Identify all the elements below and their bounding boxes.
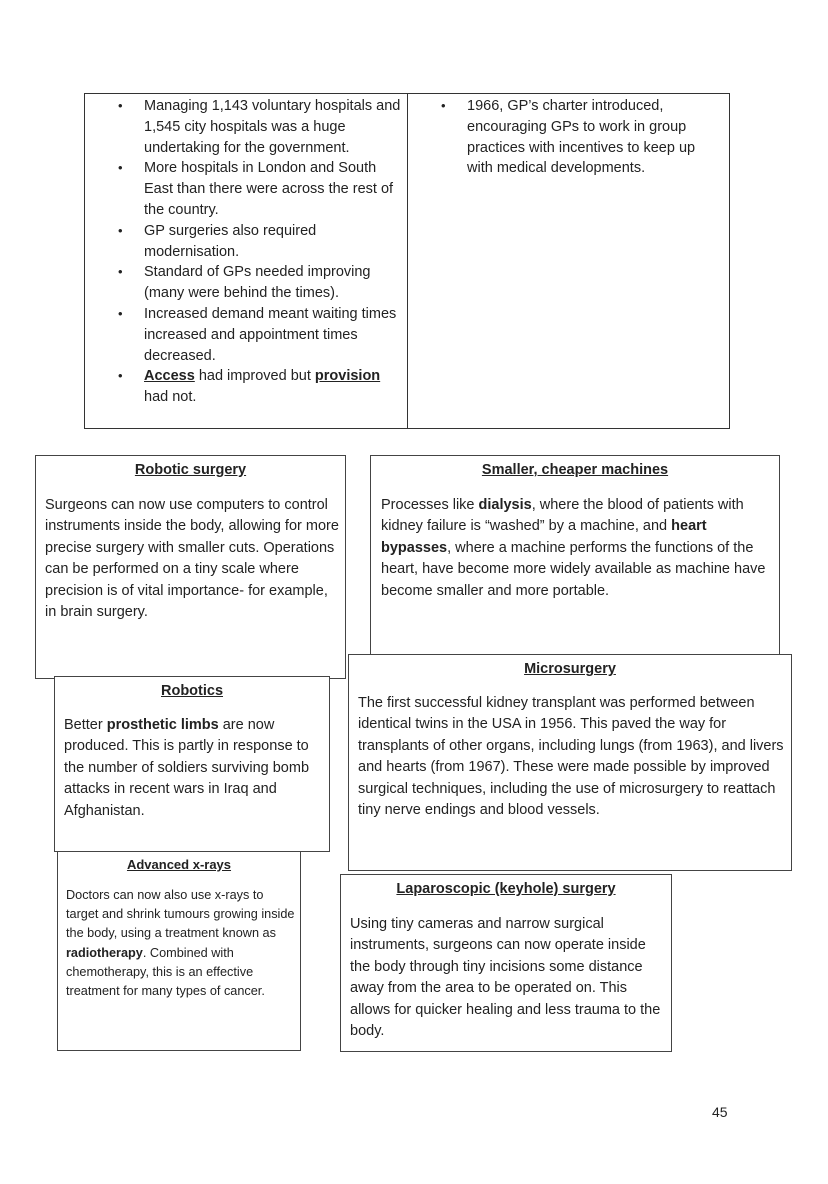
summary-table: [84, 93, 730, 429]
box-body: [64, 715, 326, 822]
list-item-text: had not.: [144, 389, 197, 406]
body-text: Better: [64, 717, 107, 733]
advanced-xrays-box: [57, 851, 301, 1051]
access-term: Access: [144, 368, 195, 385]
list-item: [144, 366, 401, 408]
body-text: Doctors can now also use x-rays to target and shrink tumours growing inside the body, using a treatment known as: [66, 888, 295, 941]
microsurgery-box: [348, 654, 792, 871]
table-cell-solutions: [408, 94, 729, 428]
prosthetic-limbs-term: prosthetic limbs: [106, 717, 219, 733]
list-item-text: had improved but: [194, 368, 315, 385]
box-body: The first successful kidney transplant was performed between identical twins in the USA in 1956. This paved the way for transplants of other organs, including lungs (from 1963), and livers and hearts (from 1967). These were made possible by improved surgical techniques, including the use of microsurgery to reattach tiny nerve endings and blood vessels.: [358, 695, 784, 819]
list-item: • Increased demand meant waiting times increased and appointment times decreased.: [144, 304, 401, 366]
laparoscopic-surgery-box: [340, 874, 672, 1052]
box-title: Microsurgery: [524, 661, 616, 677]
solutions-list: [432, 96, 723, 179]
list-item: • Standard of GPs needed improving (many were behind the times).: [144, 262, 401, 304]
smaller-machines-box: [370, 455, 780, 656]
box-title: Smaller, cheaper machines: [481, 462, 669, 478]
problems-list: [109, 96, 401, 408]
list-item: • More hospitals in London and South East than there were across the rest of the country.: [144, 158, 401, 220]
provision-term: provision: [314, 368, 381, 385]
robotic-surgery-box: [35, 455, 346, 679]
dialysis-term: dialysis: [478, 497, 532, 513]
page-number: 45: [712, 1104, 728, 1120]
heart-bypasses-term: heart bypasses: [381, 518, 707, 556]
list-item: • Managing 1,143 voluntary hospitals and 1,545 city hospitals was a huge undertaking for the government.: [144, 96, 401, 158]
list-item: • GP surgeries also required modernisation.: [144, 221, 401, 263]
body-text: . Combined with chemotherapy, this is an effective treatment for many types of cancer.: [66, 945, 265, 999]
box-body: Surgeons can now use computers to control instruments inside the body, allowing for more precise surgery with smaller cuts. Operations can be performed on a tiny scale where precision is of vital importance- for example, in brain surgery.: [45, 497, 339, 621]
robotics-box: [54, 676, 330, 852]
body-text: , where the blood of patients with kidney failure is “washed” by a machine, and: [381, 497, 744, 535]
table-cell-problems: [85, 94, 408, 428]
body-text: , where a machine performs the functions of the heart, have become more widely available as machine have become smaller and more portable.: [381, 539, 766, 599]
body-text: are now produced. This is partly in response to the number of soldiers surviving bomb attacks in recent wars in Iraq and Afghanistan.: [64, 717, 310, 819]
box-title: Advanced x-rays: [126, 857, 232, 872]
body-text: Processes like: [381, 497, 479, 513]
box-title: Laparoscopic (keyhole) surgery: [396, 881, 616, 897]
box-body: [381, 495, 773, 602]
box-body: [66, 886, 298, 1001]
radiotherapy-term: radiotherapy: [66, 945, 143, 960]
box-title: Robotic surgery: [134, 462, 247, 478]
box-body: Using tiny cameras and narrow surgical instruments, surgeons can now operate inside the body through tiny incisions some distance away from the area to be operated on. This allows for quicker healing and less trauma to the body.: [350, 916, 661, 1040]
list-item: • 1966, GP’s charter introduced, encouraging GPs to work in group practices with incentives to keep up with medical developments.: [467, 96, 723, 179]
box-title: Robotics: [160, 683, 224, 699]
